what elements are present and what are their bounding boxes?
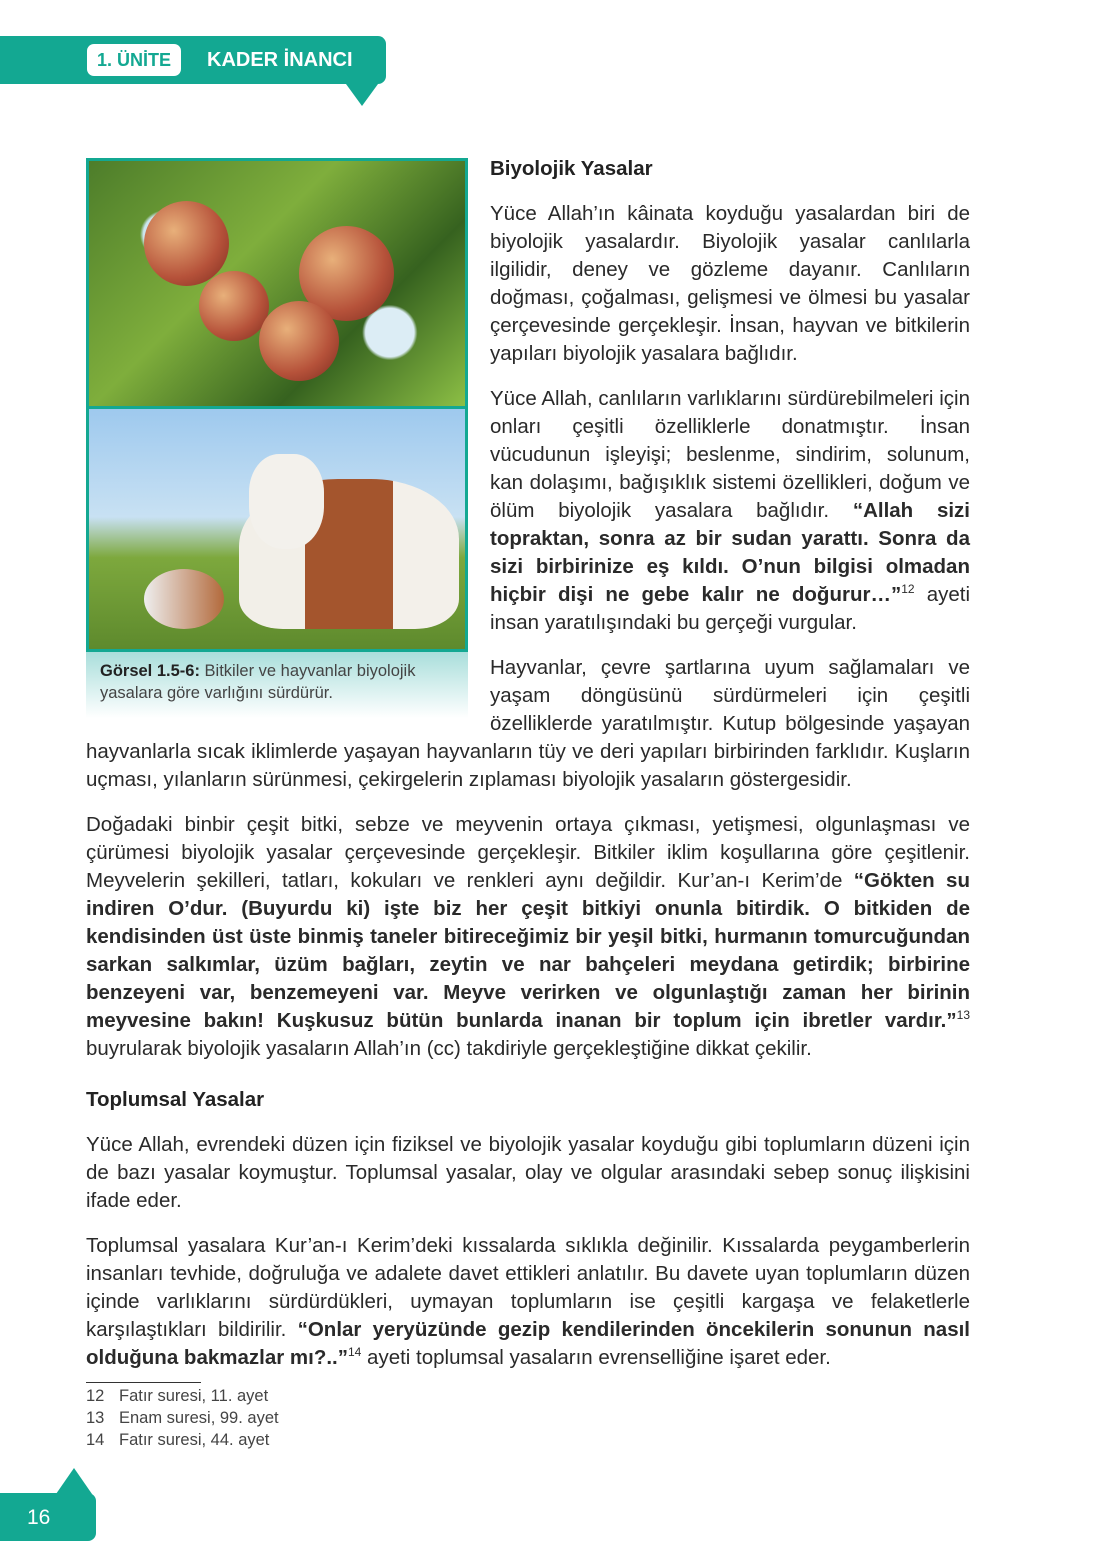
footnote-ref: 14	[348, 1345, 362, 1360]
footnote-ref: 12	[901, 582, 915, 597]
footnote: 12 Fatır suresi, 11. ayet	[86, 1387, 269, 1405]
footnote-divider	[86, 1382, 201, 1383]
figure-caption	[86, 652, 468, 718]
page-content	[86, 155, 970, 1389]
verse-quote: “Allah sizi topraktan, sonra az bir sudan yarattı. Sonra da sizi birbirinize eş kıldı. O’nun bilgisi olmadan hiçbir dişi ne gebe kalır ne doğurur…”	[490, 499, 970, 606]
section-title-biological: Biyolojik Yasalar	[490, 157, 653, 180]
footnote: 13 Enam suresi, 99. ayet	[86, 1409, 279, 1427]
paragraph: Yüce Allah, evrendeki düzen için fiziksel ve biyolojik yasalar koyduğu gibi toplumların düzeni için de bazı yasalar koymuştur. Toplumsal yasalar, olay ve olgular arasındaki sebep sonuç ilişkisini ifade eder.	[86, 1133, 970, 1212]
unit-title: KADER İNANCI	[207, 49, 353, 71]
caption-text: Bitkiler ve hayvanlar biyolojik yasalara göre varlığını sürdürür.	[100, 662, 416, 702]
paragraph: Yüce Allah’ın kâinata koyduğu yasalardan biri de biyolojik yasalardır. Biyolojik yasalar canlılarla ilgilidir, deney ve gözleme dayanır. Canlıların doğması, çoğalması, gelişmesi ve ölmesi bu yasalar çerçevesinde gerçekleşir. İnsan, hayvan ve bitkilerin yapıları biyolojik yasalara bağlıdır.	[490, 202, 970, 365]
verse-quote: “Onlar yeryüzünde gezip kendilerinden öncekilerin sonunun nasıl olduğuna bakmazlar mı?..”	[86, 1318, 970, 1369]
footnote: 14 Fatır suresi, 44. ayet	[86, 1431, 270, 1449]
paragraph: Doğadaki binbir çeşit bitki, sebze ve meyvenin ortaya çıkması, yetişmesi, olgunlaşması ve çürümesi biyolojik yasalar çerçevesinde gerçekleşir. Bitkiler iklim koşullarına göre çeşitlenir. Meyvelerin şekilleri, tatları, kokuları ve renkleri aynı değildir. Kur’an-ı Kerim’de “Gökten su indiren O’dur. (Buyurdu ki) işte biz her çeşit bitkiyi onunla bitirdik. O bitkiden de kendisinden üst üste binmiş taneler bitireceğimiz bir yeşil bitki, hurmanın tomurcuğundan sarkan salkımlar, üzüm bağları, zeytin ve nar bahçeleri meydana getirdik; birbirine benzeyeni var, benzemeyeni var. Meyve verirken ve olgunlaştığı zaman her birinin meyvesine bakın! Kuşkusuz bütün bunlarda inanan bir toplum için ibretler vardır.”$^{13}$ buyrularak biyolojik yasaların Allah’ın (cc) takdiriyle gerçekleştiğine dikkat çekilir.	[86, 813, 970, 1060]
paragraph: Toplumsal yasalara Kur’an-ı Kerim’deki kıssalarda sıklıkla değinilir. Kıssalarda peygamberlerin insanları tevhide, doğruluğa ve adalete davet ettikleri anlatılır. Bu davete uyan toplumların düzen içinde varlıklarını sürdürdükleri, uymayan toplumların ise çeşitli kargaşa ve felaketlerle karşılaştıkları bildirilir. “Onlar yeryüzünde gezip kendilerinden öncekilerin sonunun nasıl olduğuna bakmazlar mı?..”$^{14}$ ayeti toplumsal yasaların evrenselliğine işaret eder.	[86, 1234, 970, 1369]
pomegranate-photo	[86, 158, 468, 406]
paragraph: Yüce Allah, canlıların varlıklarını sürdürebilmeleri için onları çeşitli özelliklerle donatmıştır. İnsan vücudunun işleyişi; beslenme, sindirim, solunum, kan dolaşımı, bağışıklık sistemi özellikleri, doğum ve ölüm biyolojik yasalara bağlıdır. “Allah sizi topraktan, sonra az bir sudan yarattı. Sonra da sizi birbirinize eş kıldı. O’nun bilgisi olmadan hiçbir dişi ne gebe kalır ne doğurur…”$^{12}$ ayeti insan yaratılışındaki bu gerçeği vurgular.	[490, 387, 971, 634]
footnote-ref: 13	[956, 1008, 970, 1023]
cow-photo	[86, 406, 468, 652]
figure	[86, 158, 468, 718]
verse-quote: “Gökten su indiren O’dur. (Buyurdu ki) işte biz her çeşit bitkiyi onunla bitirdik. O bitkiden de kendisinden üst üste binmiş taneler bitireceğimiz bir yeşil bitki, hurmanın tomurcuğundan sarkan salkımlar, üzüm bağları, zeytin ve nar bahçeleri meydana getirdik; birbirine benzeyeni var, benzemeyeni var. Meyve verirken ve olgunlaştığı zaman her birinin meyvesine bakın! Kuşkusuz bütün bunlarda inanan bir toplum için ibretler vardır.”	[86, 869, 970, 1032]
page-number-pointer	[56, 1468, 92, 1494]
header-pointer	[346, 84, 378, 106]
section-title-social: Toplumsal Yasalar	[86, 1088, 265, 1111]
paragraph: Hayvanlar, çevre şartlarına uyum sağlamaları ve yaşam döngüsünü sürdürmeleri için çeşitli özelliklerde yaratılmıştır. Kutup bölgesinde yaşayan hayvanlarla sıcak iklimlerde yaşayan hayvanların tüy ve deri yapıları birbirinden farklıdır. Kuşların uçması, yılanların sürünmesi, çekirgelerin zıplaması biyolojik yasaların göstergesidir.	[86, 656, 970, 791]
page-number: 16	[0, 1493, 96, 1541]
unit-badge: 1. ÜNİTE	[87, 44, 181, 76]
figure-label: Görsel 1.5-6:	[100, 662, 200, 680]
